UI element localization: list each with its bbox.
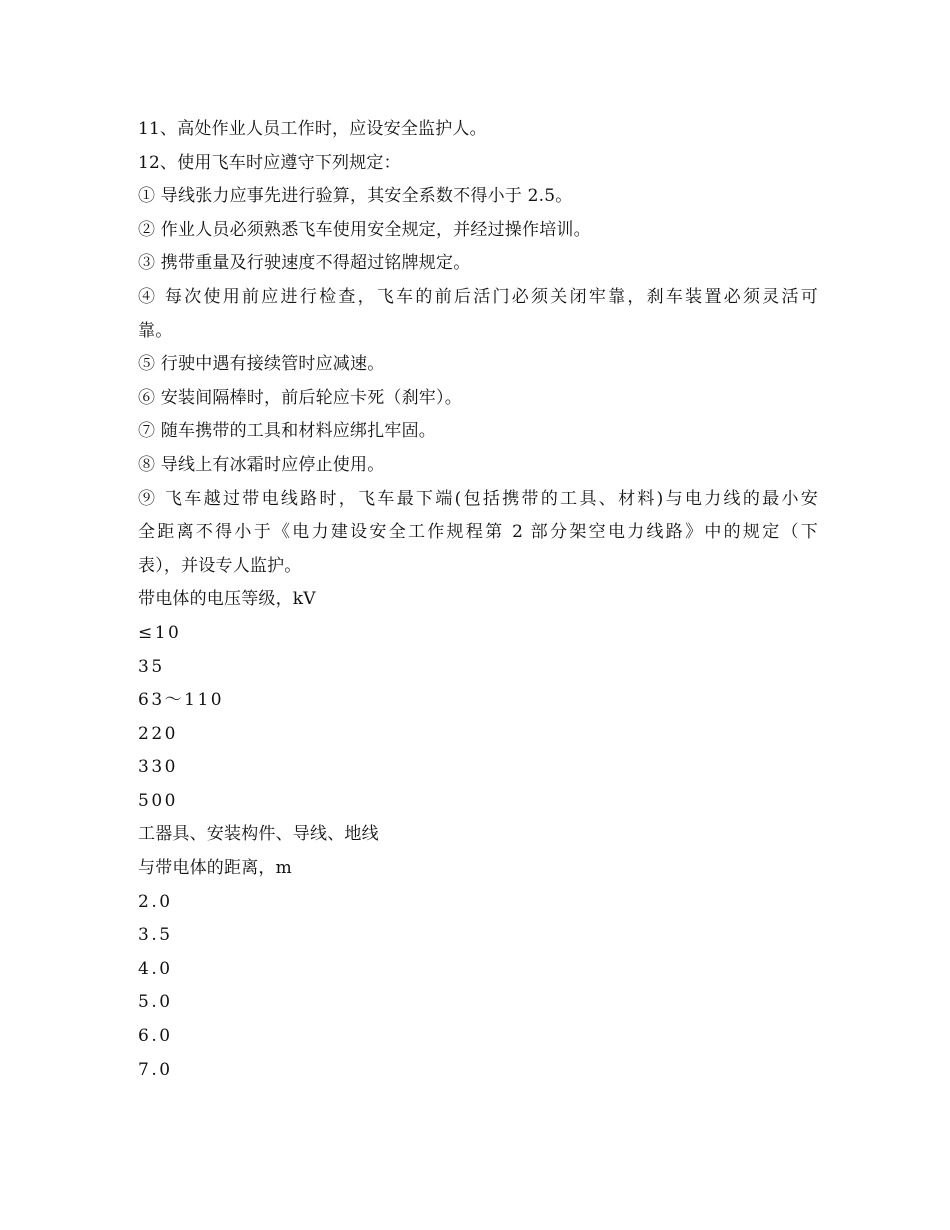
rule-12-item-9-line-3: 表），并设专人监护。 [138,555,302,576]
rule-12-item-8: ⑧ 导线上有冰霜时应停止使用。 [138,454,385,475]
table-distance-value: 2.0 [138,891,173,912]
table-header-distance-line-1: 工器具、安装构件、导线、地线 [138,824,379,845]
document-body [138,113,818,1087]
table-distance-value: 5.0 [138,992,173,1013]
rule-12-item-5: ⑤ 行驶中遇有接续管时应减速。 [138,354,385,375]
table-voltage-value: 63～110 [138,690,225,711]
table-voltage-value: 35 [138,656,165,677]
table-voltage-value: 500 [138,790,178,811]
rule-12-item-3: ③ 携带重量及行驶速度不得超过铭牌规定。 [138,253,471,274]
table-distance-value: 4.0 [138,958,173,979]
rule-12-item-7: ⑦ 随车携带的工具和材料应绑扎牢固。 [138,421,437,442]
rule-12-item-4-line-2: 靠。 [138,320,173,341]
rule-12-heading: 12、使用飞车时应遵守下列规定： [138,152,401,173]
rule-11: 11、高处作业人员工作时，应设安全监护人。 [138,119,487,139]
table-voltage-value: ≤10 [138,622,182,643]
rule-12-item-9-line-1: ⑨ 飞车越过带电线路时，飞车最下端(包括携带的工具、材料)与电力线的最小安 [138,488,818,509]
rule-12-item-6: ⑥ 安装间隔棒时，前后轮应卡死（刹牢）。 [138,387,462,408]
table-header-distance-line-2: 与带电体的距离，m [138,858,292,879]
rule-12-item-4-line-1: ④ 每次使用前应进行检查，飞车的前后活门必须关闭牢靠，刹车装置必须灵活可 [138,286,818,307]
table-distance-value: 7.0 [138,1059,173,1080]
table-voltage-value: 220 [138,723,178,744]
rule-12-item-9-line-2: 全距离不得小于《电力建设安全工作规程第 2 部分架空电力线路》中的规定（下 [138,522,818,543]
rule-12-item-1: ① 导线张力应事先进行验算，其安全系数不得小于 2.5。 [138,186,573,207]
table-distance-value: 6.0 [138,1026,173,1047]
table-header-voltage: 带电体的电压等级，kV [138,589,316,610]
rule-12-item-2: ② 作业人员必须熟悉飞车使用安全规定，并经过操作培训。 [138,219,591,240]
table-distance-value: 3.5 [138,925,173,946]
table-voltage-value: 330 [138,757,178,778]
